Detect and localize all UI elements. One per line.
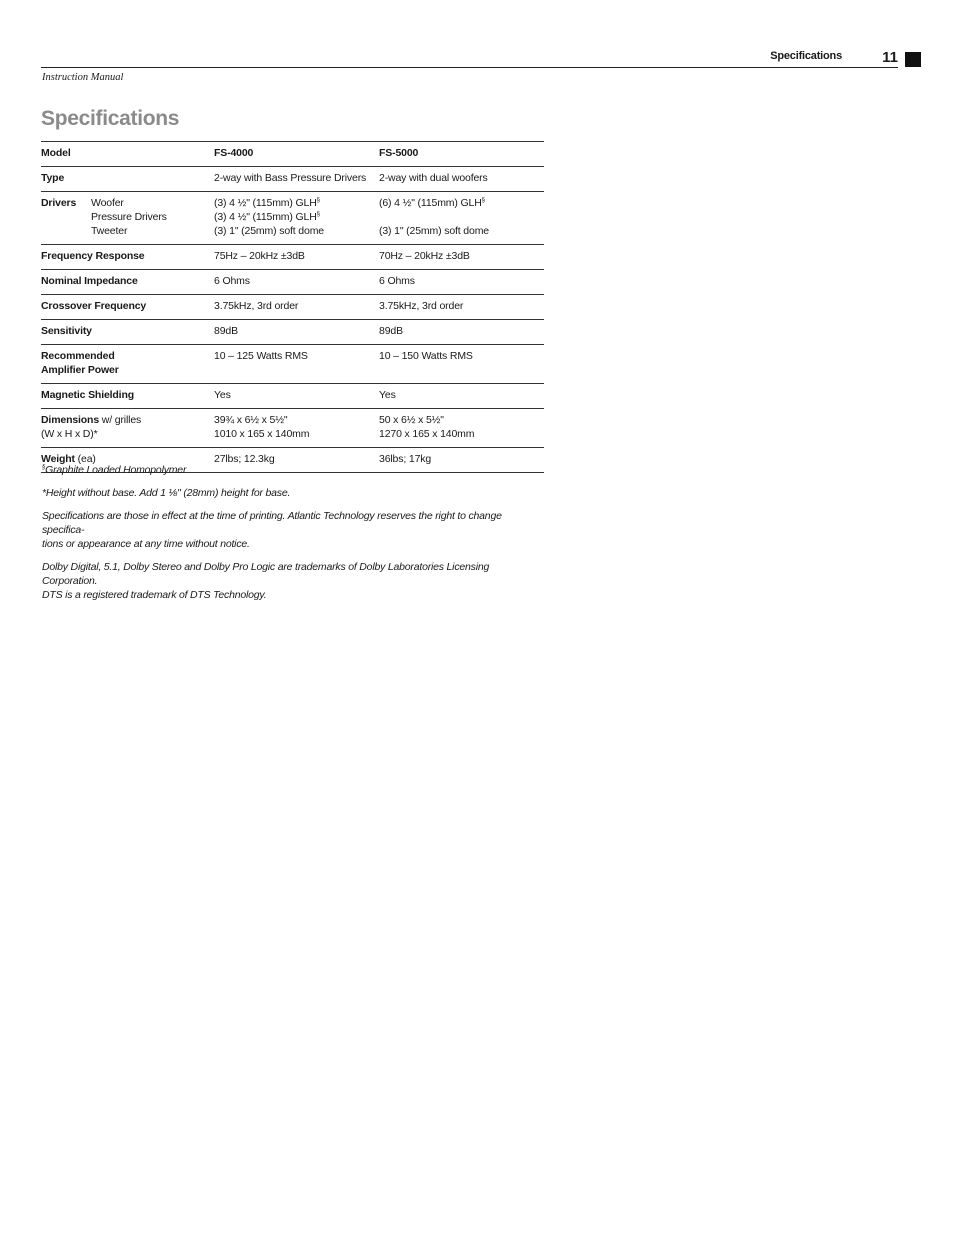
driver-pressure-spec: (3) 4 ½" (115mm) GLH [214, 211, 317, 223]
table-row-impedance [41, 270, 544, 295]
table-row-crossover [41, 295, 544, 320]
header-section-title: Specifications [770, 50, 842, 62]
cell-fs5000: 2-way with dual woofers [379, 172, 488, 184]
cell-fs4000: 6 Ohms [214, 275, 250, 287]
cell-fs5000: 89dB [379, 325, 403, 337]
table-row-drivers [41, 192, 544, 245]
row-label: Dimensions w/ grilles (W x H x D)* [41, 414, 142, 440]
driver-tweeter-spec: (3) 1" (25mm) soft dome [379, 225, 489, 237]
row-label: Nominal Impedance [41, 275, 138, 287]
footnote-marker: § [316, 211, 320, 218]
row-label: Crossover Frequency [41, 300, 147, 312]
row-label: Model [41, 147, 71, 159]
cell-fs5000: 6 Ohms [379, 275, 415, 287]
cell-fs4000: 75Hz – 20kHz ±3dB [214, 250, 305, 262]
trademark-notice: Dolby Digital, 5.1, Dolby Stereo and Dolby Pro Logic are trademarks of Dolby Laboratories Licensing Corporation. DTS is a registered trademark of DTS Technology. [42, 561, 490, 601]
header-rule [41, 67, 898, 68]
cell-fs5000: 70Hz – 20kHz ±3dB [379, 250, 470, 262]
cell-fs5000 [379, 192, 544, 245]
page-title: Specifications [41, 107, 180, 130]
cell-fs5000: 10 – 150 Watts RMS [379, 350, 473, 362]
cell-fs4000: 39¾ x 6½ x 5½" 1010 x 165 x 140mm [214, 414, 310, 440]
driver-woofer-spec: (6) 4 ½" (115mm) GLH [379, 197, 482, 209]
footnote-marker: § [316, 197, 320, 204]
table-row-dimensions [41, 409, 544, 448]
driver-tweeter-spec: (3) 1" (25mm) soft dome [214, 225, 324, 237]
page-marker-block [905, 52, 921, 67]
cell-fs4000: 27lbs; 12.3kg [214, 453, 275, 465]
col-header-fs5000: FS-5000 [379, 147, 419, 159]
cell-fs5000: 3.75kHz, 3rd order [379, 300, 464, 312]
header-subtitle: Instruction Manual [42, 72, 124, 83]
row-label: Recommended Amplifier Power [41, 350, 119, 376]
page-number: 11 [882, 49, 898, 66]
cell-fs4000: 89dB [214, 325, 238, 337]
driver-parts [91, 196, 167, 238]
row-label: Type [41, 172, 65, 184]
cell-fs4000: 10 – 125 Watts RMS [214, 350, 308, 362]
row-label: Frequency Response [41, 250, 145, 262]
table-row-shielding [41, 384, 544, 409]
spec-table [41, 141, 544, 473]
driver-woofer-spec: (3) 4 ½" (115mm) GLH [214, 197, 317, 209]
col-header-fs4000: FS-4000 [214, 147, 254, 159]
cell-fs4000 [214, 192, 379, 245]
table-row-power [41, 345, 544, 384]
cell-fs4000: 3.75kHz, 3rd order [214, 300, 299, 312]
footnote-graphite: §Graphite Loaded Homopolymer [42, 464, 187, 476]
cell-fs4000: Yes [214, 389, 231, 401]
table-row-sensitivity [41, 320, 544, 345]
table-row-type [41, 167, 544, 192]
cell-fs5000: 50 x 6½ x 5½" 1270 x 165 x 140mm [379, 414, 475, 440]
row-label: Drivers [41, 197, 77, 209]
footnotes [42, 463, 545, 611]
disclaimer: Specifications are those in effect at the time of printing. Atlantic Technology reserves the right to change specifica- tions or appearance at any time without notice. [42, 510, 502, 550]
row-label: Weight (ea) [41, 453, 96, 465]
cell-fs4000: 2-way with Bass Pressure Drivers [214, 172, 367, 184]
row-label: Magnetic Shielding [41, 389, 134, 401]
cell-fs5000: 36lbs; 17kg [379, 453, 432, 465]
footnote-marker: § [481, 197, 485, 204]
driver-part-tweeter: Tweeter [91, 225, 128, 237]
table-row-model [41, 142, 544, 167]
table-row-frequency [41, 245, 544, 270]
driver-part-woofer: Woofer [91, 197, 124, 209]
row-label: Sensitivity [41, 325, 92, 337]
footnote-height: *Height without base. Add 1 ⅛" (28mm) height for base. [42, 487, 291, 499]
cell-fs5000: Yes [379, 389, 396, 401]
driver-part-pressure: Pressure Drivers [91, 211, 167, 223]
